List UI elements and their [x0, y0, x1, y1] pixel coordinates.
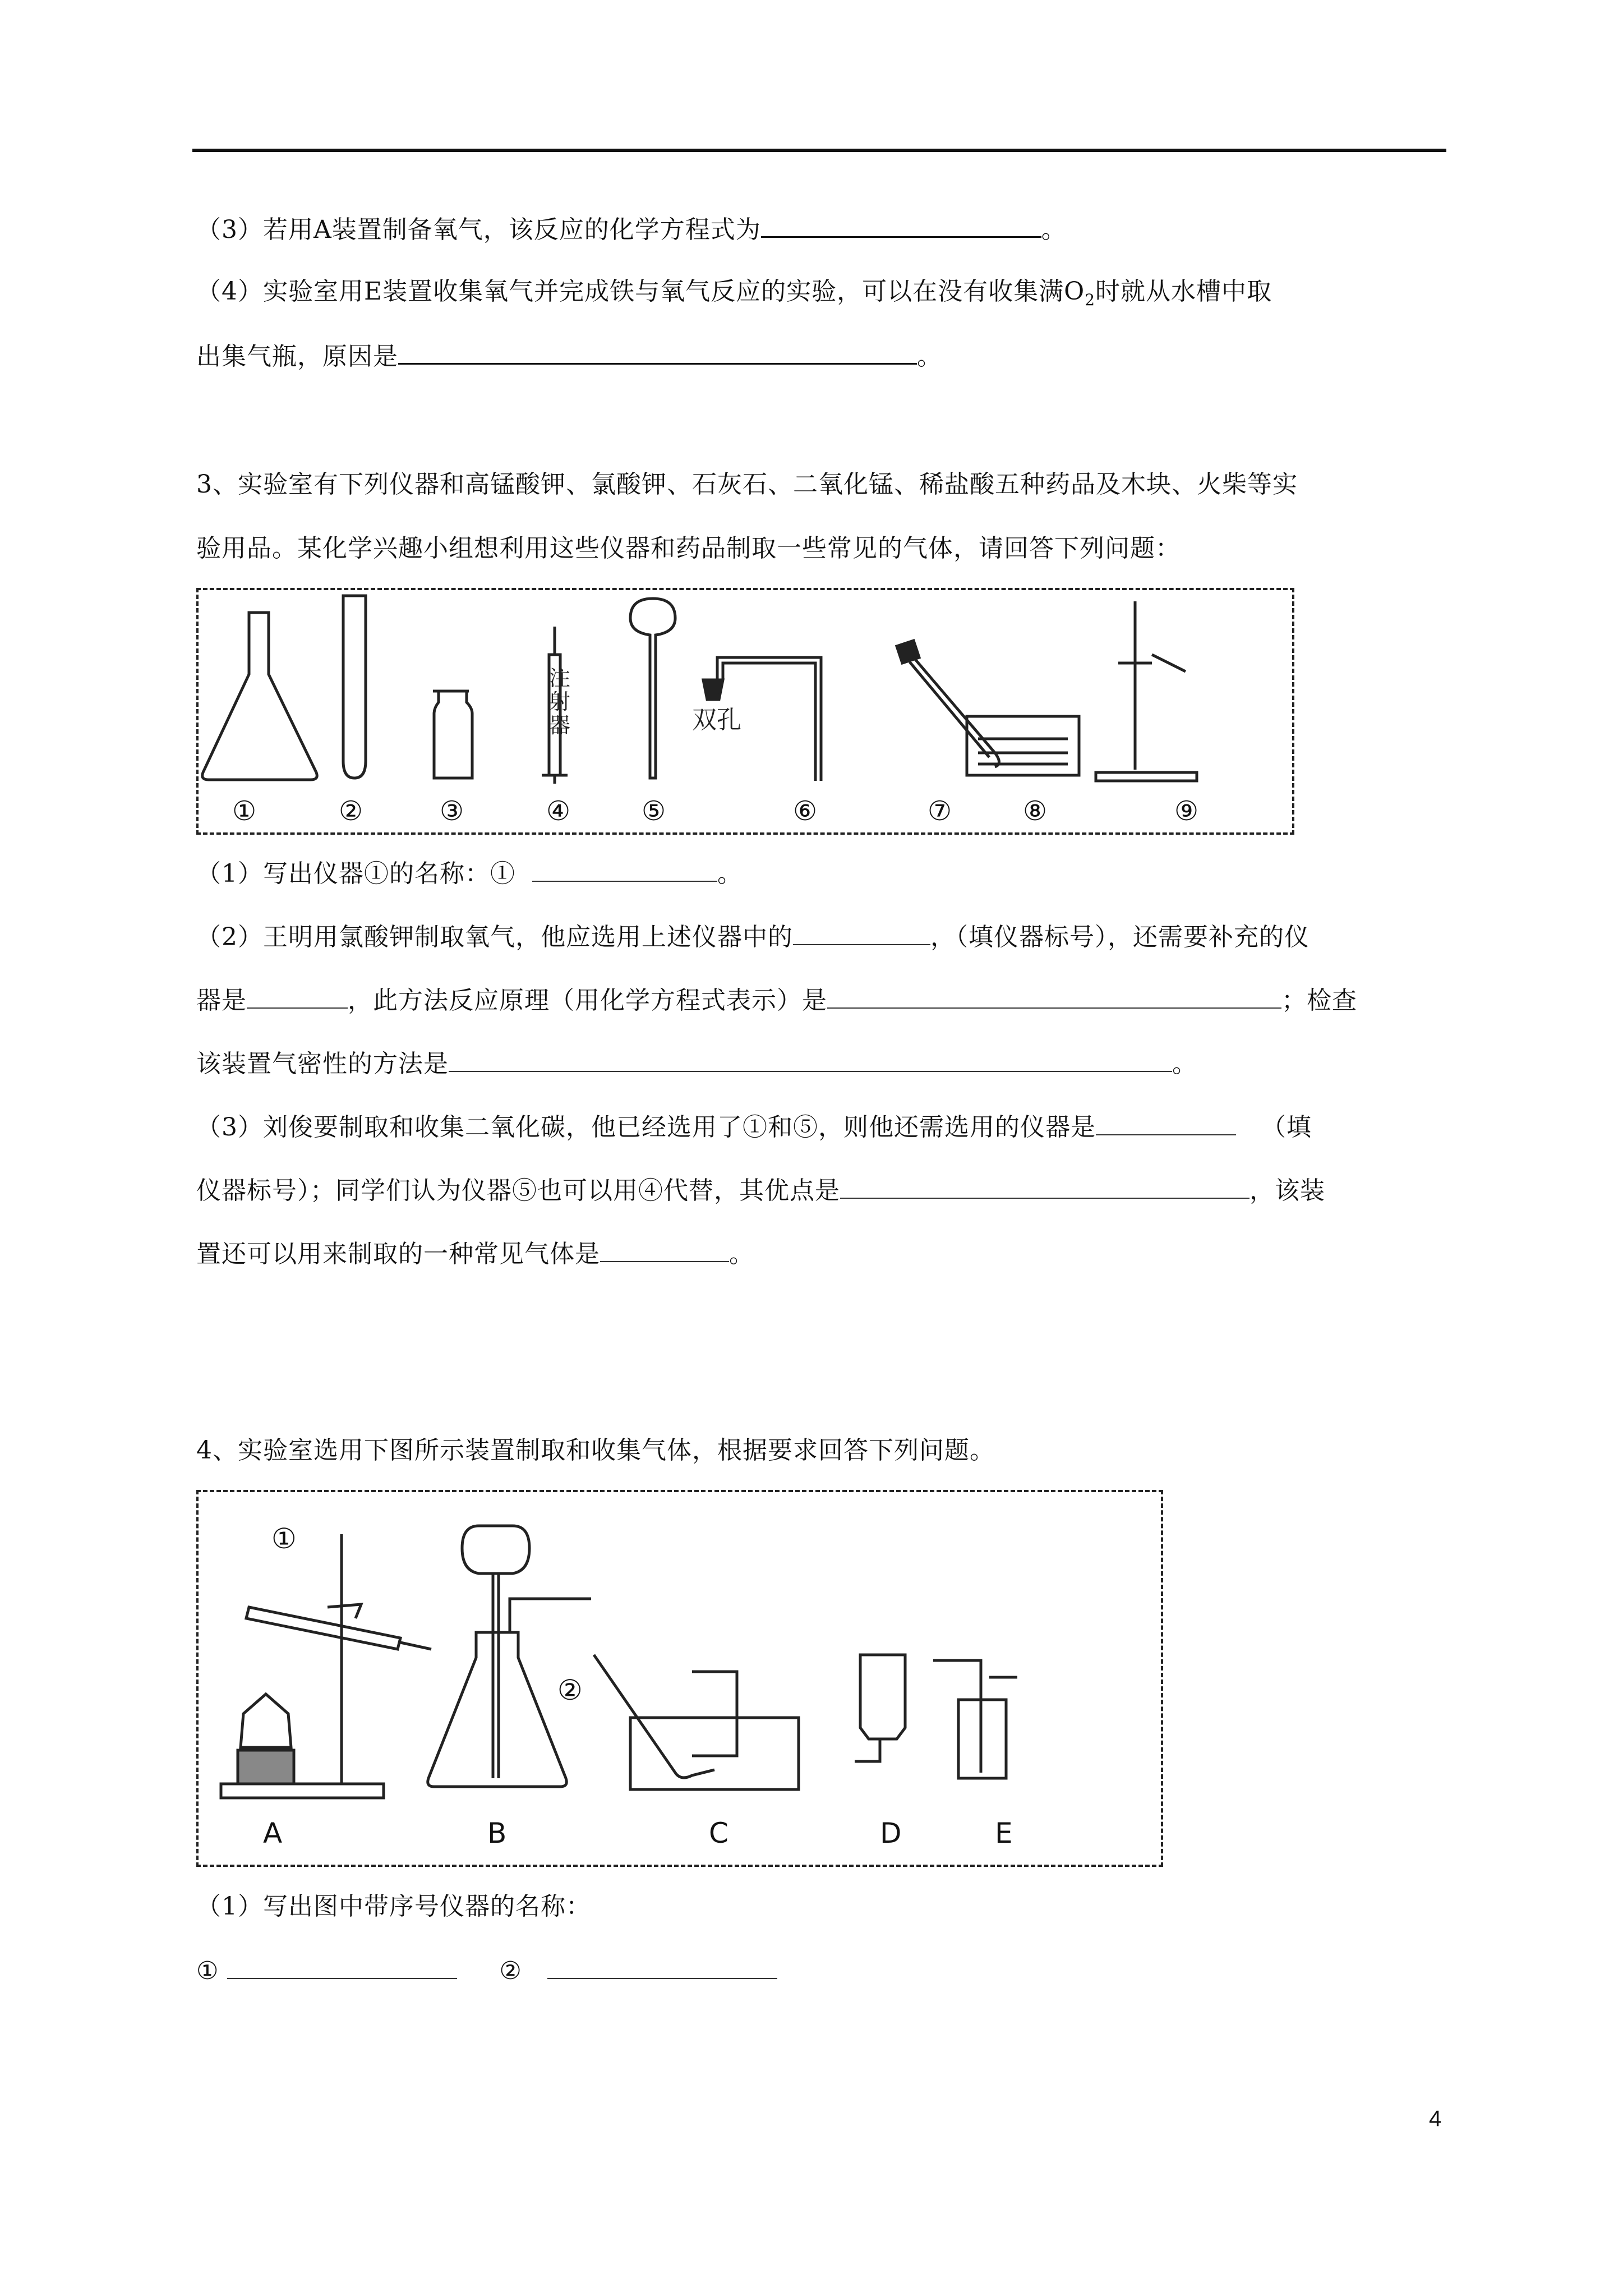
- delivery-tube-b-icon: [510, 1599, 591, 1632]
- q2-part3: [196, 211, 1067, 247]
- gas-jar-c-icon: [692, 1672, 737, 1756]
- q3-part1: [196, 856, 743, 891]
- q2-part4-text-a: （4）实验室用E装置收集氧气并完成铁与氧气反应的实验，可以在没有收集满O: [196, 277, 1085, 306]
- q3-part1-end: 。: [717, 859, 743, 888]
- q2-part4-line1: [196, 275, 1272, 317]
- syringe-label-1: 注: [549, 666, 571, 691]
- water-trough-icon: [967, 716, 1079, 775]
- delivery-tube-icon: [910, 657, 999, 767]
- q2-part4-text-b: 时就从水槽中取: [1095, 277, 1272, 306]
- q3-part2-line1: [196, 919, 1310, 954]
- tube-outlet-icon: [400, 1642, 431, 1649]
- q3-part2-end: 。: [1172, 1050, 1197, 1078]
- q3-part3-text-c: 仪器标号）；同学们认为仪器⑤也可以用④代替，其优点是: [196, 1176, 840, 1205]
- q3-part3-text-e: 置还可以用来制取的一种常见气体是: [196, 1240, 600, 1268]
- apparatus-label-e: E: [995, 1817, 1013, 1849]
- apparatus-label-a: A: [263, 1817, 283, 1849]
- funnel-stem-icon: [493, 1573, 499, 1778]
- instrument-label-5: ⑤: [642, 795, 666, 827]
- gas-bottle-icon: [433, 691, 472, 778]
- q4-answer1-blank[interactable]: [227, 1953, 457, 1979]
- instrument-label-6: ⑥: [793, 795, 818, 827]
- q3-part2-text-b: ，（填仪器标号），还需要补充的仪: [930, 923, 1310, 951]
- q3-part2-line3: [196, 1046, 1197, 1081]
- clamp-icon: [328, 1604, 361, 1618]
- q3-part3-line1: [196, 1110, 1312, 1144]
- q4-apparatus-drawing: [199, 1492, 1161, 1865]
- conical-flask-icon: [202, 613, 317, 780]
- q3-part1-blank[interactable]: [532, 856, 717, 882]
- instrument-label-3: ③: [440, 795, 464, 827]
- q2-part4-end: 。: [917, 342, 942, 371]
- trough-c-icon: [630, 1718, 799, 1789]
- q3-part3-text-a: （3）刘俊要制取和收集二氧化碳，他已经选用了①和⑤，则他还需选用的仪器是: [196, 1113, 1096, 1142]
- apparatus-label-d: D: [880, 1817, 902, 1849]
- apparatus-marker-1: ①: [271, 1522, 297, 1555]
- syringe-label-3: 器: [549, 713, 571, 738]
- q2-part4-blank[interactable]: [398, 338, 917, 365]
- q3-part2-blank-a[interactable]: [793, 919, 930, 945]
- q3-part2-blank-b[interactable]: [247, 983, 348, 1009]
- instrument-label-8: ⑧: [1023, 795, 1048, 827]
- q3-part2-text-e: ；检查: [1281, 986, 1357, 1015]
- q3-part3-end: 。: [729, 1240, 754, 1268]
- test-tube-icon: [343, 596, 366, 778]
- wood-block-icon: [238, 1750, 294, 1784]
- q3-part2-line2: [196, 983, 1357, 1018]
- instrument-label-7: ⑦: [928, 795, 952, 827]
- q4-part1: （1）写出图中带序号仪器的名称：: [196, 1892, 591, 1921]
- q4-answers: [196, 1953, 777, 1988]
- iron-stand-icon: [1096, 601, 1197, 781]
- q3-part2-text-d: ，此方法反应原理（用化学方程式表示）是: [348, 986, 827, 1015]
- q4-apparatus-figure: [196, 1490, 1163, 1867]
- q4-answer2-marker: ②: [499, 1957, 522, 1985]
- q2-part3-blank[interactable]: [761, 211, 1041, 238]
- q2-part3-text: （3）若用A装置制备氧气，该反应的化学方程式为: [196, 215, 761, 244]
- apparatus-marker-2: ②: [557, 1674, 583, 1706]
- q3-intro-line2: 验用品。某化学兴趣小组想利用这些仪器和药品制取一些常见的气体，请回答下列问题：: [196, 534, 1181, 563]
- q2-part4-line2: [196, 338, 942, 374]
- q3-part2-text-a: （2）王明用氯酸钾制取氧气，他应选用上述仪器中的: [196, 923, 793, 951]
- long-neck-funnel-icon: [630, 599, 675, 778]
- q3-part2-blank-d[interactable]: [449, 1046, 1172, 1072]
- q3-part2-text-f: 该装置气密性的方法是: [196, 1050, 449, 1078]
- q3-intro-line1: 3、实验室有下列仪器和高锰酸钾、氯酸钾、石灰石、二氧化锰、稀盐酸五种药品及木块、火柴等实: [196, 470, 1298, 499]
- apparatus-label-b: B: [487, 1817, 507, 1849]
- q3-instrument-figure: [196, 588, 1294, 835]
- instrument-label-4: ④: [546, 795, 571, 827]
- syringe-label-2: 射: [549, 689, 571, 714]
- q4-answer2-blank[interactable]: [547, 1953, 777, 1979]
- q3-part3-blank-c[interactable]: [600, 1236, 729, 1262]
- q3-part1-text: （1）写出仪器①的名称：①: [196, 859, 515, 888]
- q2-part3-end: 。: [1041, 215, 1067, 244]
- q3-part3-text-d: ，该装: [1249, 1176, 1325, 1205]
- q3-part3-line2: [196, 1173, 1325, 1208]
- separatory-funnel-icon: [462, 1526, 529, 1573]
- test-tube-a-icon: [246, 1607, 400, 1649]
- q3-part2-text-c: 器是: [196, 986, 247, 1015]
- q3-part3-line3: [196, 1236, 754, 1271]
- page-number: 4: [1429, 2106, 1442, 2131]
- q3-part2-blank-c[interactable]: [827, 983, 1281, 1009]
- inverted-bottle-d-icon: [860, 1655, 905, 1739]
- apparatus-label-c: C: [709, 1817, 728, 1849]
- q3-part3-blank-a[interactable]: [1096, 1110, 1236, 1135]
- q3-part3-blank-b[interactable]: [840, 1173, 1249, 1199]
- instrument-label-2: ②: [339, 795, 363, 827]
- q2-part4-subscript: 2: [1085, 290, 1096, 309]
- header-rule: [192, 149, 1446, 152]
- instrument-label-9: ⑨: [1174, 795, 1199, 827]
- q3-instruments-drawing: [199, 590, 1292, 832]
- alcohol-lamp-icon: [241, 1694, 291, 1747]
- q4-answer1-marker: ①: [196, 1957, 219, 1985]
- instrument-label-1: ①: [232, 795, 257, 827]
- two-hole-stopper-icon: [703, 680, 723, 700]
- q2-part4-text-c: 出集气瓶，原因是: [196, 342, 398, 371]
- stand-base-icon: [221, 1784, 384, 1798]
- stopper-label: 双孔: [692, 706, 741, 734]
- q3-part3-text-b: （填: [1261, 1113, 1312, 1142]
- tube-d-icon: [855, 1739, 880, 1761]
- q4-intro: 4、实验室选用下图所示装置制取和收集气体，根据要求回答下列问题。: [196, 1436, 995, 1465]
